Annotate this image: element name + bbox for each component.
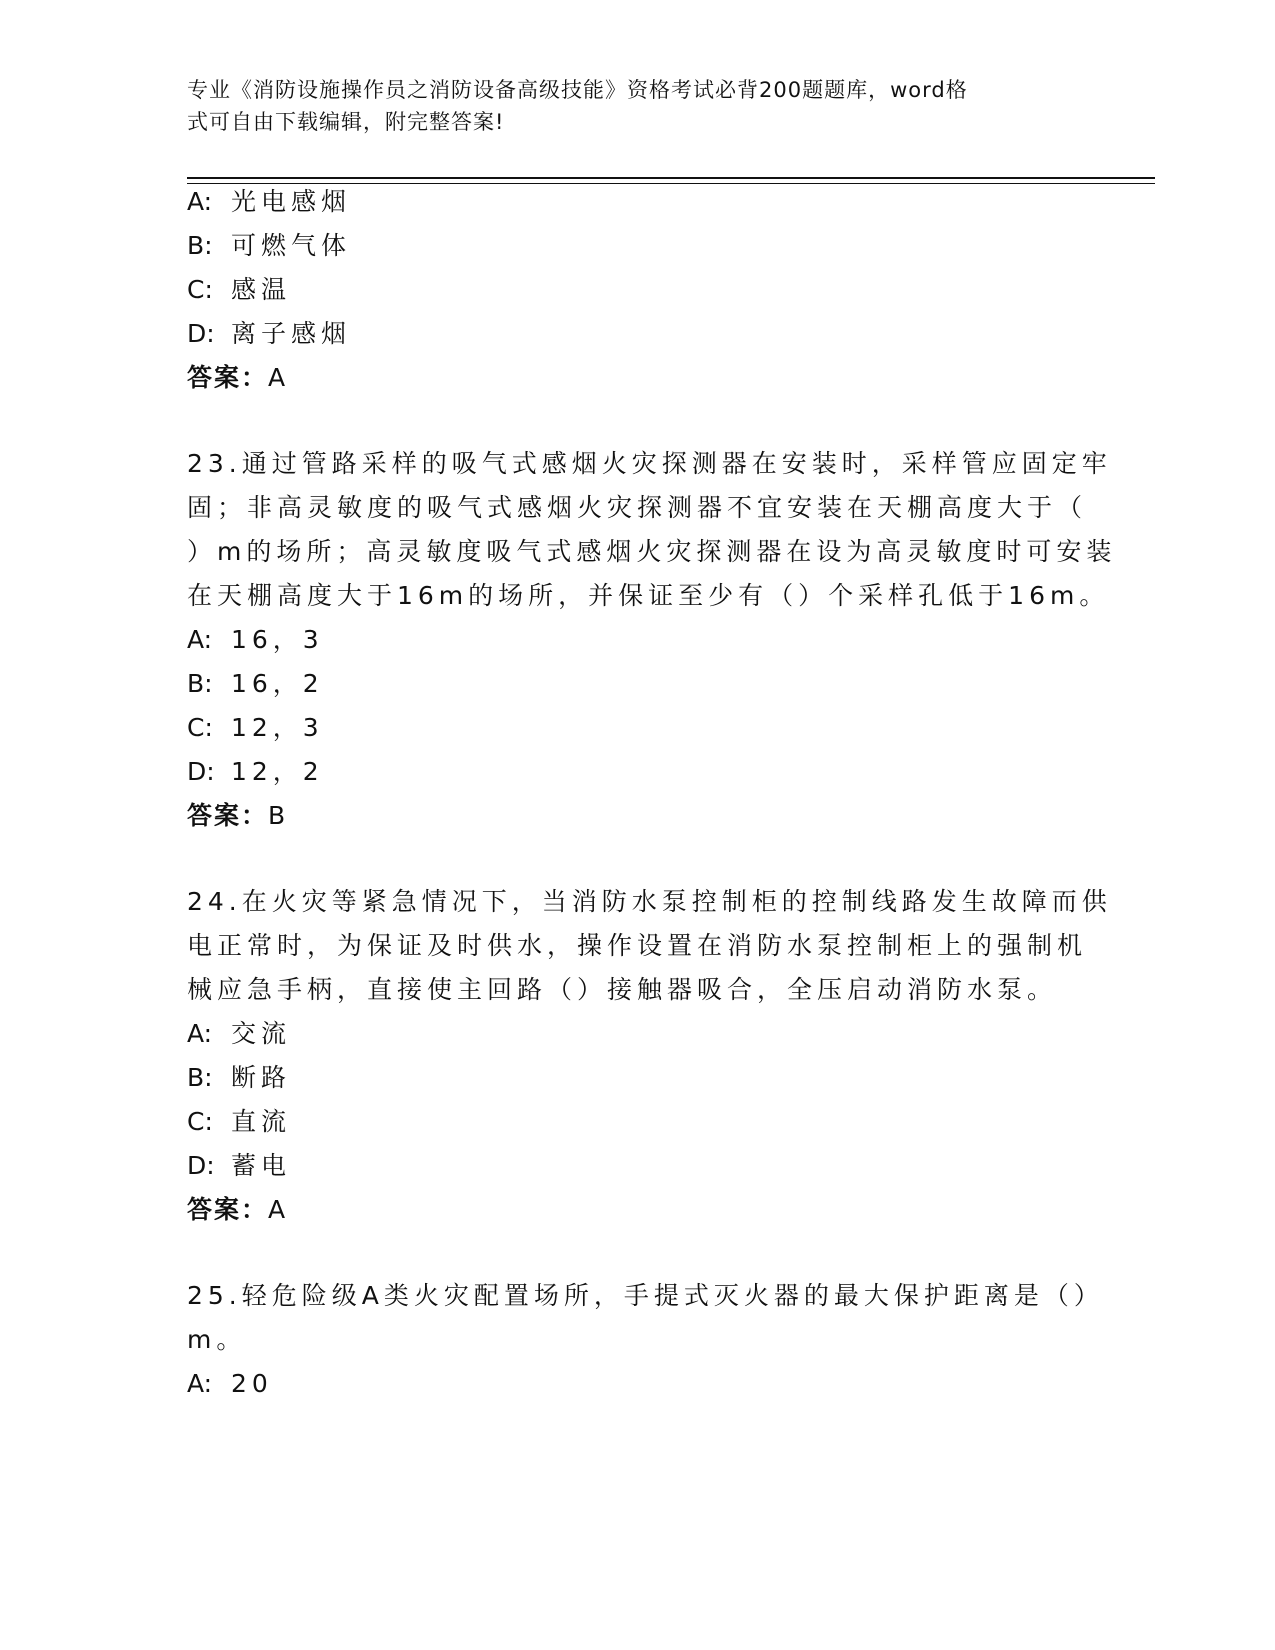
option-text: 16，3 xyxy=(231,625,324,654)
q23-stem-line-1: 23.通过管路采样的吸气式感烟火灾探测器在安装时，采样管应固定牢 xyxy=(187,449,1112,478)
q23-option-b xyxy=(187,668,324,700)
q24-stem-line-2: 电正常时，为保证及时供水，操作设置在消防水泵控制柜上的强制机 xyxy=(187,931,1088,960)
document-header xyxy=(187,74,1067,138)
option-label: D: xyxy=(187,319,215,348)
q23-stem-line-2: 固；非高灵敏度的吸气式感烟火灾探测器不宜安装在天棚高度大于（ xyxy=(187,493,1088,522)
answer-value: A xyxy=(268,1195,286,1224)
q24-stem-line-1: 24.在火灾等紧急情况下，当消防水泵控制柜的控制线路发生故障而供 xyxy=(187,887,1112,916)
option-text: 断路 xyxy=(231,1063,292,1092)
q23-option-d xyxy=(187,756,324,788)
q24-option-c xyxy=(187,1106,291,1138)
option-label: A: xyxy=(187,1019,213,1048)
q22-option-a xyxy=(187,186,351,218)
answer-label: 答案： xyxy=(187,363,269,392)
header-divider-thick xyxy=(187,177,1155,179)
q24-option-b xyxy=(187,1062,291,1094)
option-text: 交流 xyxy=(231,1019,292,1048)
q22-answer xyxy=(187,362,285,394)
option-label: A: xyxy=(187,187,213,216)
q23-stem-line-4: 在天棚高度大于16m的场所，并保证至少有（）个采样孔低于16m。 xyxy=(187,581,1110,610)
option-text: 12，3 xyxy=(231,713,324,742)
answer-label: 答案： xyxy=(187,1195,269,1224)
option-label: D: xyxy=(187,1151,215,1180)
q24-option-a xyxy=(187,1018,291,1050)
option-text: 感温 xyxy=(231,275,292,304)
option-label: B: xyxy=(187,1063,213,1092)
q23-stem-line-3: ）m的场所；高灵敏度吸气式感烟火灾探测器在设为高灵敏度时可安装 xyxy=(187,537,1117,566)
option-label: C: xyxy=(187,1107,213,1136)
q23-option-a xyxy=(187,624,324,656)
option-text: 16，2 xyxy=(231,669,324,698)
q24-stem-line-3: 械应急手柄，直接使主回路（）接触器吸合，全压启动消防水泵。 xyxy=(187,975,1058,1004)
option-label: B: xyxy=(187,669,213,698)
q23-option-c xyxy=(187,712,324,744)
q22-option-d xyxy=(187,318,351,350)
answer-value: A xyxy=(268,363,286,392)
q25-stem-line-2: m。 xyxy=(187,1325,247,1354)
answer-value: B xyxy=(268,801,286,830)
option-text: 蓄电 xyxy=(231,1151,292,1180)
option-text: 离子感烟 xyxy=(231,319,352,348)
option-text: 12，2 xyxy=(231,757,324,786)
q22-option-b xyxy=(187,230,351,262)
option-label: A: xyxy=(187,625,213,654)
q25-option-a xyxy=(187,1368,273,1400)
option-label: D: xyxy=(187,757,215,786)
option-label: A: xyxy=(187,1369,213,1398)
header-divider-thin xyxy=(187,183,1155,184)
option-text: 可燃气体 xyxy=(231,231,352,260)
q23-answer xyxy=(187,800,285,832)
q24-option-d xyxy=(187,1150,291,1182)
answer-label: 答案： xyxy=(187,801,269,830)
option-text: 直流 xyxy=(231,1107,292,1136)
q22-option-c xyxy=(187,274,291,306)
option-label: C: xyxy=(187,275,213,304)
q24-answer xyxy=(187,1194,285,1226)
option-text: 20 xyxy=(231,1369,273,1398)
header-line-2: 式可自由下载编辑，附完整答案! xyxy=(187,110,505,134)
option-label: C: xyxy=(187,713,213,742)
header-line-1: 专业《消防设施操作员之消防设备高级技能》资格考试必背200题题库，word格 xyxy=(187,78,968,102)
q25-stem-line-1: 25.轻危险级A类火灾配置场所，手提式灭火器的最大保护距离是（） xyxy=(187,1281,1104,1310)
option-label: B: xyxy=(187,231,213,260)
option-text: 光电感烟 xyxy=(231,187,352,216)
